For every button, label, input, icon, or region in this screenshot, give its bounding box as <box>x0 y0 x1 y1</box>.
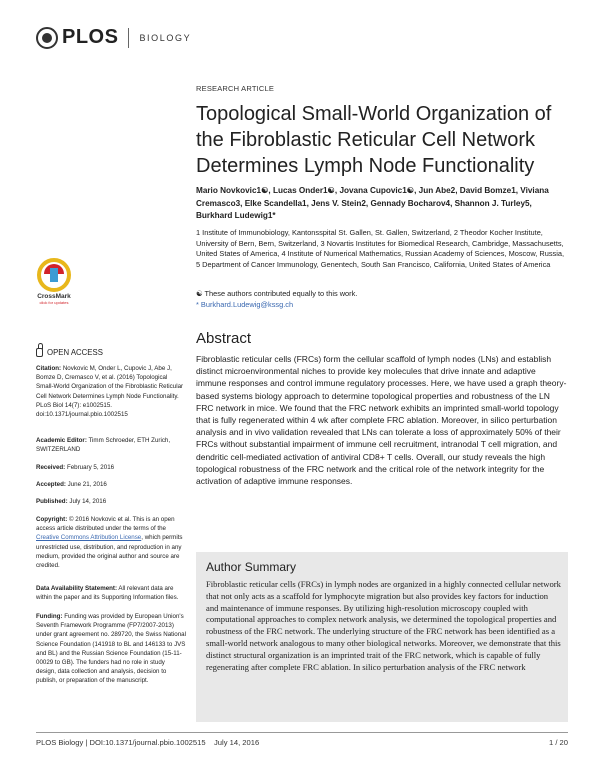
published-label: Published: <box>36 498 68 505</box>
copyright-text-pre: © 2016 Novkovic et al. This is an open access article distributed under the terms of the <box>36 516 175 533</box>
equal-contribution-note: ☯ These authors contributed equally to this work. <box>196 289 358 298</box>
footer-divider <box>36 732 568 733</box>
crossmark-badge[interactable] <box>36 258 72 305</box>
plos-logo[interactable] <box>36 26 191 49</box>
copyright-text-post: , which permits unrestricted use, distribution, and reproduction in any medium, provided the original author and source are credited. <box>36 534 183 570</box>
funding-label: Funding: <box>36 613 63 620</box>
crossmark-label: CrossMark <box>37 293 71 300</box>
brand-name: PLOS <box>62 26 119 48</box>
open-access-label: OPEN ACCESS <box>47 348 103 357</box>
academic-editor-text: Timm Schroeder, ETH Zurich, SWITZERLAND <box>36 437 171 454</box>
received-label: Received: <box>36 464 66 471</box>
affiliations: 1 Institute of Immunobiology, Kantonsspital St. Gallen, St. Gallen, Switzerland, 2 Theodor Kocher Institute, University of Bern, Bern, Switzerland, 3 Novartis Institutes for Biomedical Research, Cambridge, Massachusetts, United States of America, 4 Institute of Numerical Mathematics, Russian Academy of Sciences, Moscow, Russia, 5 Department of Cancer Immunology, Genentech, South San Francisco, California, United States of America <box>196 228 565 269</box>
copyright-label: Copyright: <box>36 516 68 523</box>
funding-text: Funding was provided by European Union's Seventh Framework Programme (FP7/2007-2013) under grant agreement no. 289720, the Swiss National Science Foundation (141918 to BL and 146133 to JVS and BL) and the Russian Science Foundation (15-11-00029 to GB). The funders had no role in study design, data collection and analysis, decision to publish, or preparation of the manuscript. <box>36 613 186 685</box>
citation-text: Novkovic M, Onder L, Cupovic J, Abe J, Bomze D, Cremasco V, et al. (2016) Topological Small-World Organization of the Fibroblastic Reticular Cell Network Determines Lymph Node Functionality. PLoS Biol 14(7): e1002515. doi:10.1371/journal.pbio.1002515 <box>36 365 184 419</box>
abstract-body: Fibroblastic reticular cells (FRCs) form the cellular scaffold of lymph nodes (LNs) and establish distinct microenvironmental niches to provide key molecules that drive innate and adaptive immune responses and control immune regulatory processes. Here, we have used a graph theory-based systems biology approach to determine topological properties and robustness of the LN FRC network in mice. We found that the FRC network exhibits an imprinted small-world topology that is fully regenerated within 4 wk after complete FRC ablation. Moreover, in silico perturbation analysis and in vivo validation revealed that LNs can tolerate a loss of approximately 50% of their FRCs without substantial impairment of immune cell recruitment, intranodal T cell migration, and dendritic cell-mediated activation of antiviral CD8+ T cells. Overall, our study reveals the high topological robustness of the FRC network and the critical role of the network integrity for the activation of adaptive immune responses. <box>196 354 567 487</box>
crossmark-sublabel: click for updates <box>39 300 69 305</box>
academic-editor <box>36 436 186 454</box>
journal-name: BIOLOGY <box>139 32 192 43</box>
article-title: Topological Small-World Organization of the Fibroblastic Reticular Cell Network Determines Lymph Node Functionality <box>196 103 552 177</box>
academic-editor-label: Academic Editor: <box>36 437 87 444</box>
funding <box>36 612 186 686</box>
received-date <box>36 463 186 472</box>
crossmark-icon <box>37 258 71 292</box>
accepted-value: June 21, 2016 <box>65 481 107 488</box>
received-value: February 5, 2016 <box>65 464 115 471</box>
license-link[interactable]: Creative Commons Attribution License <box>36 534 142 542</box>
author-summary-body: Fibroblastic reticular cells (FRCs) in lymph nodes are organized in a highly connected cellular network that not only acts as a scaffold for lymphocyte migration but also provides key factors for induction and maintenance of immune responses. By utilizing high-resolution microscopy coupled with computational approaches to complex network analysis, we determined the topological properties and robustness of the FRC network. The underlying structure of the FRC network has been identified as a small-world network analogous to many other biological networks. Moreover, we demonstrate that this distinct structural organization is an imprinted trait of the FRC network, which is capable of fully regenerating after complete FRC ablation. In silico perturbation analysis of the FRC network <box>206 579 561 672</box>
article-type: RESEARCH ARTICLE <box>196 84 275 93</box>
accepted-label: Accepted: <box>36 481 66 488</box>
citation-label: Citation: <box>36 365 62 372</box>
published-date <box>36 497 186 506</box>
data-availability-label: Data Availability Statement: <box>36 585 118 592</box>
open-lock-icon <box>36 348 43 357</box>
page-number: 1 / 20 <box>549 738 568 747</box>
citation <box>36 364 186 419</box>
copyright <box>36 515 186 570</box>
accepted-date <box>36 480 186 489</box>
abstract-heading: Abstract <box>196 330 252 347</box>
data-availability-text: All relevant data are within the paper and its Supporting Information files. <box>36 585 179 602</box>
logo-divider <box>128 28 129 48</box>
plos-logo-icon <box>36 27 58 49</box>
author-summary-heading: Author Summary <box>206 560 297 574</box>
author-notes <box>196 289 568 310</box>
data-availability <box>36 584 186 602</box>
corresponding-email-link[interactable]: * Burkhard.Ludewig@kssg.ch <box>196 299 294 309</box>
open-access-badge <box>36 348 103 357</box>
author-list: Mario Novkovic1☯, Lucas Onder1☯, Jovana Cupovic1☯, Jun Abe2, David Bomze1, Viviana Cremasco3, Elke Scandella1, Jens V. Stein2, Gennady Bocharov4, Shannon J. Turley5, Burkhard Ludewig1* <box>196 186 549 220</box>
published-value: July 14, 2016 <box>67 498 107 505</box>
footer-citation: PLOS Biology | DOI:10.1371/journal.pbio.1002515 July 14, 2016 <box>36 738 260 747</box>
